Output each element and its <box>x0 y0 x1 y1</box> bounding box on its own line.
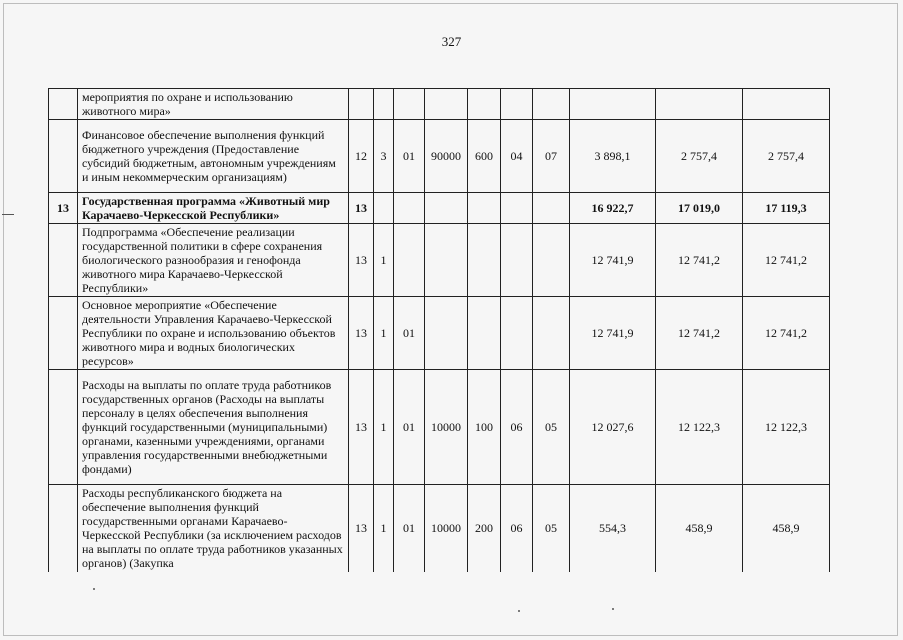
row-name-cell: Государственная программа «Животный мир Карачаево-Черкесской Республики» <box>78 193 349 224</box>
table-row <box>49 370 830 485</box>
code-pp-cell: 1 <box>374 370 394 485</box>
row-number-cell <box>49 224 78 297</box>
row-name-cell: Основное мероприятие «Обеспечение деятельности Управления Карачаево-Черкесской Республики по охране и использованию объектов животного мира и водных биологических ресурсов» <box>78 297 349 370</box>
row-number-cell <box>49 120 78 193</box>
code-vr-cell <box>468 297 501 370</box>
code-pp-cell <box>374 193 394 224</box>
code-rz-cell: 04 <box>501 120 533 193</box>
code-pp-cell: 1 <box>374 485 394 572</box>
code-direction-cell <box>425 193 468 224</box>
row-name-cell: мероприятия по охране и использованию животного мира» <box>78 89 349 120</box>
code-om-cell: 01 <box>394 297 425 370</box>
table-row <box>49 224 830 297</box>
code-direction-cell: 10000 <box>425 485 468 572</box>
code-gp-cell: 13 <box>349 297 374 370</box>
row-number-cell <box>49 370 78 485</box>
scan-speck <box>93 588 95 590</box>
amount-year2-cell: 458,9 <box>656 485 743 572</box>
amount-year3-cell: 12 122,3 <box>743 370 830 485</box>
amount-year2-cell: 12 122,3 <box>656 370 743 485</box>
code-gp-cell <box>349 89 374 120</box>
code-gp-cell: 13 <box>349 193 374 224</box>
code-direction-cell: 90000 <box>425 120 468 193</box>
code-pp-cell: 1 <box>374 224 394 297</box>
amount-year2-cell: 12 741,2 <box>656 224 743 297</box>
code-direction-cell: 10000 <box>425 370 468 485</box>
amount-year3-cell <box>743 89 830 120</box>
code-pp-cell: 1 <box>374 297 394 370</box>
code-rz-cell: 06 <box>501 485 533 572</box>
amount-year1-cell: 12 027,6 <box>570 370 656 485</box>
code-pr-cell: 05 <box>533 485 570 572</box>
code-pr-cell <box>533 89 570 120</box>
code-rz-cell <box>501 297 533 370</box>
code-pp-cell <box>374 89 394 120</box>
code-om-cell <box>394 193 425 224</box>
code-gp-cell: 13 <box>349 485 374 572</box>
amount-year1-cell: 12 741,9 <box>570 297 656 370</box>
code-vr-cell: 100 <box>468 370 501 485</box>
table-row <box>49 120 830 193</box>
code-pp-cell: 3 <box>374 120 394 193</box>
amount-year2-cell: 12 741,2 <box>656 297 743 370</box>
code-om-cell <box>394 89 425 120</box>
amount-year3-cell: 2 757,4 <box>743 120 830 193</box>
code-om-cell: 01 <box>394 370 425 485</box>
row-number-cell <box>49 485 78 572</box>
code-rz-cell <box>501 89 533 120</box>
row-name-cell: Финансовое обеспечение выполнения функций бюджетного учреждения (Предоставление субсидий бюджетным, автономным учреждениям и иным некоммерческим организациям) <box>78 120 349 193</box>
code-rz-cell <box>501 224 533 297</box>
table-row <box>49 297 830 370</box>
amount-year1-cell <box>570 89 656 120</box>
code-pr-cell <box>533 297 570 370</box>
amount-year1-cell: 12 741,9 <box>570 224 656 297</box>
margin-mark <box>2 214 14 215</box>
table-row <box>49 89 830 120</box>
table-row <box>49 485 830 572</box>
row-name-cell: Расходы республиканского бюджета на обеспечение выполнения функций государственными органами Карачаево-Черкесской Республики (за исключением расходов на выплаты по оплате труда работников указанных органов) (Закупка <box>78 485 349 572</box>
code-direction-cell <box>425 224 468 297</box>
code-vr-cell <box>468 224 501 297</box>
code-vr-cell: 600 <box>468 120 501 193</box>
amount-year1-cell: 554,3 <box>570 485 656 572</box>
code-pr-cell <box>533 224 570 297</box>
code-vr-cell <box>468 89 501 120</box>
amount-year3-cell: 458,9 <box>743 485 830 572</box>
code-direction-cell <box>425 297 468 370</box>
code-pr-cell: 07 <box>533 120 570 193</box>
code-gp-cell: 13 <box>349 370 374 485</box>
code-om-cell: 01 <box>394 120 425 193</box>
amount-year1-cell: 16 922,7 <box>570 193 656 224</box>
row-name-cell: Расходы на выплаты по оплате труда работников государственных органов (Расходы на выплаты персоналу в целях обеспечения выполнения функций государственными (муниципальными) органами, казенными учреждениями, органами управления государственными внебюджетными фондами) <box>78 370 349 485</box>
code-pr-cell: 05 <box>533 370 570 485</box>
program-row <box>49 193 830 224</box>
code-om-cell: 01 <box>394 485 425 572</box>
row-number-cell <box>49 89 78 120</box>
amount-year2-cell: 2 757,4 <box>656 120 743 193</box>
amount-year3-cell: 12 741,2 <box>743 224 830 297</box>
amount-year1-cell: 3 898,1 <box>570 120 656 193</box>
code-direction-cell <box>425 89 468 120</box>
amount-year2-cell <box>656 89 743 120</box>
scan-speck <box>612 608 614 610</box>
code-pr-cell <box>533 193 570 224</box>
scan-speck <box>518 610 520 612</box>
code-gp-cell: 13 <box>349 224 374 297</box>
amount-year3-cell: 17 119,3 <box>743 193 830 224</box>
amount-year2-cell: 17 019,0 <box>656 193 743 224</box>
amount-year3-cell: 12 741,2 <box>743 297 830 370</box>
code-om-cell <box>394 224 425 297</box>
row-number-cell: 13 <box>49 193 78 224</box>
row-number-cell <box>49 297 78 370</box>
code-gp-cell: 12 <box>349 120 374 193</box>
code-vr-cell: 200 <box>468 485 501 572</box>
code-rz-cell: 06 <box>501 370 533 485</box>
page-number: 327 <box>441 34 462 49</box>
code-vr-cell <box>468 193 501 224</box>
row-name-cell: Подпрограмма «Обеспечение реализации государственной политики в сфере сохранения биологического разнообразия и генофонда животного мира Карачаево-Черкесской Республики» <box>78 224 349 297</box>
code-rz-cell <box>501 193 533 224</box>
budget-table <box>48 88 830 572</box>
